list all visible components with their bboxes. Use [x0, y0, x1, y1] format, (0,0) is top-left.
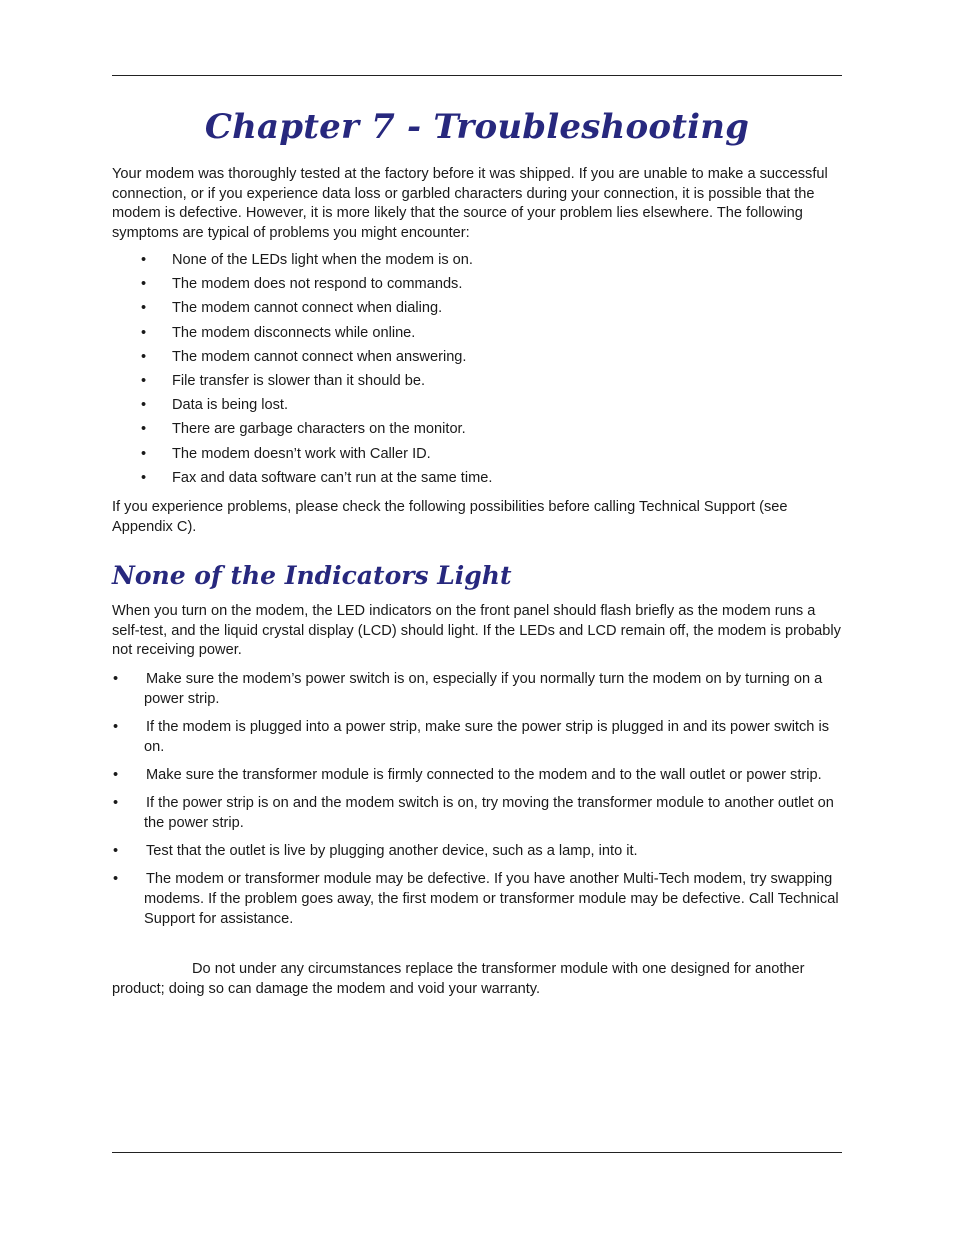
caution-note: Do not under any circumstances replace the transformer module with one designed for another product; doing so can damage the modem and void your warranty.: [112, 961, 805, 997]
list-item: • The modem doesn’t work with Caller ID.: [112, 445, 812, 469]
list-item: • File transfer is slower than it should be.: [112, 372, 812, 396]
power-check-list: [112, 670, 842, 938]
list-item: • The modem cannot connect when answering.: [112, 348, 812, 372]
bullet-icon: •: [141, 372, 147, 389]
bullet-icon: •: [113, 766, 119, 783]
list-item: • The modem or transformer module may be defective. If you have another Multi-Tech modem, try swapping modems. If the problem goes away, the first modem or transformer module may be defective. Call Technical Support for assistance.: [113, 871, 839, 927]
list-item: • The modem cannot connect when dialing.: [112, 299, 812, 323]
list-item: • If the power strip is on and the modem switch is on, try moving the transformer module to another outlet on the power strip.: [113, 795, 834, 831]
header-rule: [112, 75, 842, 76]
list-item: • If the modem is plugged into a power strip, make sure the power strip is plugged in and its power switch is on.: [113, 718, 829, 755]
section-heading: None of the Indicators Light: [112, 561, 512, 590]
bullet-icon: •: [113, 871, 119, 888]
list-item: • None of the LEDs light when the modem is on.: [112, 251, 812, 275]
list-item: • Make sure the modem’s power switch is on, especially if you normally turn the modem on by turning on a power strip.: [113, 671, 823, 707]
bullet-icon: •: [113, 843, 119, 860]
bullet-icon: •: [141, 421, 147, 438]
list-item: • Test that the outlet is live by plugging another device, such as a lamp, into it.: [112, 842, 842, 862]
bullet-icon: •: [141, 445, 147, 462]
footer-rule: [112, 1152, 842, 1153]
symptom-list: [112, 251, 812, 493]
section-paragraph: When you turn on the modem, the LED indicators on the front panel should flash briefly as the modem runs a self-test, and the liquid crystal display (LCD) should light. If the LEDs and LCD remain off, the modem is probably not receiving power.: [112, 603, 841, 658]
list-item: • There are garbage characters on the monitor.: [112, 420, 812, 444]
list-item: • The modem does not respond to commands.: [112, 275, 812, 299]
bullet-icon: •: [113, 795, 119, 812]
bullet-icon: •: [141, 300, 147, 317]
bullet-icon: •: [113, 671, 119, 687]
bullet-icon: •: [141, 469, 147, 486]
bullet-icon: •: [141, 324, 147, 341]
bullet-icon: •: [141, 252, 147, 268]
bullet-icon: •: [141, 397, 147, 414]
check-paragraph: If you experience problems, please check the following possibilities before calling Technical Support (see Appendix C).: [112, 499, 788, 535]
list-item: • Make sure the transformer module is firmly connected to the modem and to the wall outlet or power strip.: [112, 766, 842, 786]
list-item: • Data is being lost.: [112, 396, 812, 420]
bullet-icon: •: [141, 348, 147, 365]
chapter-title: Chapter 7 - Troubleshooting: [204, 107, 750, 147]
bullet-icon: •: [113, 718, 119, 735]
bullet-icon: •: [141, 276, 147, 293]
intro-paragraph: Your modem was thoroughly tested at the factory before it was shipped. If you are unable to make a successful connection, or if you experience data loss or garbled characters during your connection, it is possible that the modem is defective. However, it is more likely that the source of your problem lies elsewhere. The following symptoms are typical of problems you might encounter:: [112, 166, 828, 241]
list-item: • Fax and data software can’t run at the same time.: [112, 469, 812, 493]
list-item: • The modem disconnects while online.: [112, 324, 812, 348]
